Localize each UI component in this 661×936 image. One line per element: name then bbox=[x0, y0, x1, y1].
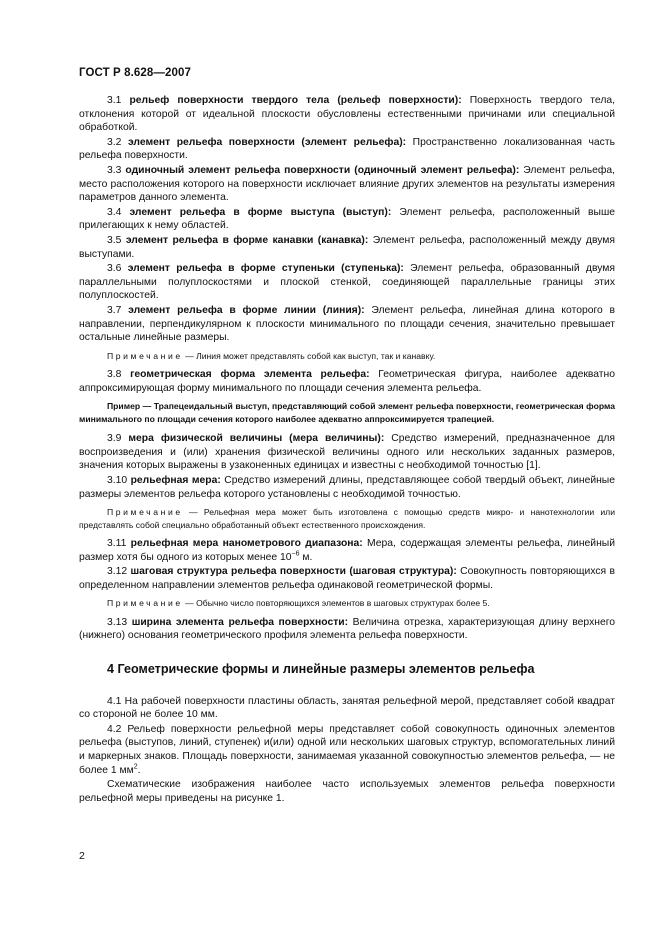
term-3-12: 3.12 шаговая структура рельефа поверхности (шаговая структура): Совокупность повторяющихся в определенном направлении элементов рельефа одинаковой геометрической формы. bbox=[79, 566, 615, 591]
term-3-7: 3.7 элемент рельефа в форме линии (линия): Элемент рельефа, линейная длина которого в направлении, перпендикулярном к плоскости минимального по площади сечения, значительно превышает остальные линейные размеры. bbox=[79, 304, 615, 344]
paragraph-4-2: 4.2 Рельеф поверхности рельефной меры представляет собой совокупность одиночных элементов рельефа (выступов, линий, ступенек) и(или) одной или нескольких шаговых структур, вспомогательных линий и маркерных знаков. Площадь поверхности, занимаемая указанной совокупностью элементов рельефа, — не более 1 $мм^2$. bbox=[79, 723, 615, 776]
note-step-structure: Примечание — Обычно число повторяющихся элементов в шаговых структурах более 5. bbox=[107, 598, 490, 609]
term-3-10: 3.10 рельефная мера: Средство измерений длины, представляющее собой твердый объект, линейные размеры элементов рельефа которого установлены с необходимой точностью. bbox=[79, 475, 615, 500]
term-3-11: 3.11 рельефная мера нанометрового диапазона: Мера, содержащая элементы рельефа, линейный размер хотя бы одного из которых менее $10^{-6}$ м. bbox=[79, 538, 616, 563]
term-3-2: 3.2 элемент рельефа поверхности (элемент рельефа): Пространственно локализованная часть рельефа поверхности. bbox=[79, 136, 615, 162]
section-4-heading: 4 Геометрические формы и линейные размеры элементов рельефа bbox=[107, 662, 535, 677]
paragraph-4-2-figure-ref: Схематические изображения наиболее часто используемых элементов рельефа поверхности рельефной меры приведены на рисунке 1. bbox=[79, 779, 615, 804]
term-3-8: 3.8 геометрическая форма элемента рельефа: Геометрическая фигура, наиболее адекватно аппроксимирующая форму минимального по площади сечения элемента рельефа. bbox=[79, 369, 615, 394]
term-3-4: 3.4 элемент рельефа в форме выступа (выступ): Элемент рельефа, расположенный выше прилегающих к нему областей. bbox=[79, 206, 616, 232]
example-trapezoid: Пример — Трапецеидальный выступ, представляющий собой элемент рельефа поверхности, геометрическая форма минимального по площади сечения которого наиболее адекватно аппроксимируется трапецией. bbox=[79, 401, 615, 425]
term-3-6: 3.6 элемент рельефа в форме ступеньки (ступенька): Элемент рельефа, образованный двумя параллельными полуплоскостями и плоской стенкой, соединяющей параллельные границы этих полуплоскостей. bbox=[79, 263, 616, 302]
term-3-1: 3.1 рельеф поверхности твердого тела (рельеф поверхности): Поверхность твердого тела, отклонения которой от идеальной плоскости обусловлены естественными причинами или специальной обработкой. bbox=[79, 95, 615, 134]
term-3-13: 3.13 ширина элемента рельефа поверхности: Величина отрезка, характеризующая длину верхнего (нижнего) основания геометрического профиля элемента рельефа поверхности. bbox=[79, 616, 615, 642]
note-line: Примечание — Линия может представлять собой как выступ, так и канавку. bbox=[107, 350, 436, 361]
page-number: 2 bbox=[79, 850, 85, 862]
document-body bbox=[79, 94, 615, 806]
term-3-3: 3.3 одиночный элемент рельефа поверхности (одиночный элемент рельефа): Элемент рельефа, место расположения которого на поверхности исключает влияние других элементов на результаты измерения параметров данного элемента. bbox=[79, 164, 615, 204]
term-3-9: 3.9 мера физической величины (мера величины): Средство измерений, предназначенное для воспроизведения и (или) хранения физической величины одного или нескольких заданных размеров, значения которых выражены в узаконенных единицах и известны с необходимой точностью [1]. bbox=[79, 433, 616, 472]
paragraph-4-1: 4.1 На рабочей поверхности пластины область, занятая рельефной мерой, представляет собой квадрат со стороной не более 10 мм. bbox=[79, 695, 615, 721]
document-header: ГОСТ Р 8.628—2007 bbox=[79, 67, 191, 79]
term-3-5: 3.5 элемент рельефа в форме канавки (канавка): Элемент рельефа, расположенный между двумя выступами. bbox=[79, 234, 615, 260]
note-relief-measure: Примечание — Рельефная мера может быть изготовлена с помощью средств микро- и нанотехнологии или представлять собой специально обработанный объект естественного происхождения. bbox=[79, 507, 615, 530]
